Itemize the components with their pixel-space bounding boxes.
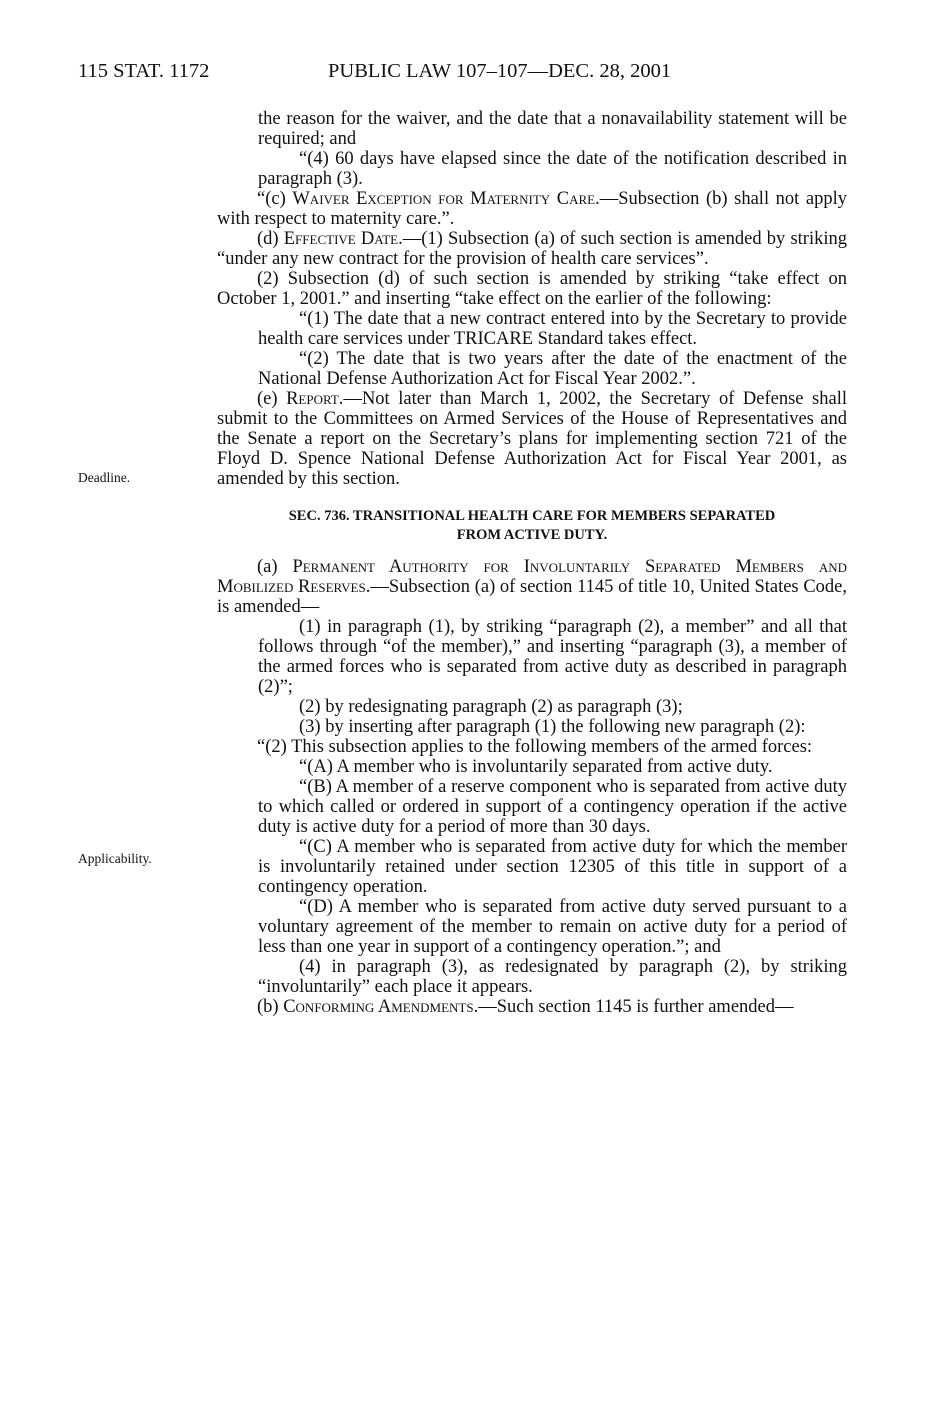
paragraph: “(2) This subsection applies to the following members of the armed forces: <box>257 737 813 757</box>
paragraph: (2) by redesignating paragraph (2) as paragraph (3); <box>299 697 683 717</box>
paragraph-lead: (a) <box>257 557 293 577</box>
paragraph-text: —Not later than March 1, 2002, the Secretary of Defense shall submit to the Committees on Armed Services of the House of Representatives and the Senate a report on the Secretary’s plans for implementing section 721 of the Floyd D. Spence National Defense Authorization Act for Fiscal Year 2001, as amended by this section. <box>217 389 847 489</box>
page-stat-citation: 115 STAT. 1172 <box>78 60 210 82</box>
paragraph-lead: (d) <box>257 229 284 249</box>
paragraph-heading: Permanent Authority for Involuntarily Separated Members and Mobilized Reserves. <box>217 557 847 597</box>
paragraph <box>217 229 847 269</box>
paragraph <box>217 189 847 229</box>
document-body <box>217 109 847 1017</box>
paragraph <box>217 389 847 489</box>
margin-note-applicability: Applicability. <box>78 851 152 866</box>
paragraph-lead: “(c) <box>257 189 293 209</box>
paragraph: “(B) A member of a reserve component who is separated from active duty to which called or ordered in support of a contingency operation if the active duty is active duty for a period of more than 30 days. <box>258 777 847 837</box>
paragraph: “(A) A member who is involuntarily separated from active duty. <box>299 757 773 777</box>
paragraph-text: —Subsection (b) shall not apply with respect to maternity care.”. <box>217 189 847 229</box>
paragraph: “(C) A member who is separated from active duty for which the member is involuntarily retained under section 12305 of this title in support of a contingency operation. <box>258 837 847 897</box>
paragraph <box>217 997 847 1017</box>
paragraph-lead: (e) <box>257 389 287 409</box>
paragraph-text: —Such section 1145 is further amended— <box>478 997 794 1017</box>
paragraph-text: —(1) Subsection (a) of such section is amended by striking “under any new contract for the provision of health care services”. <box>217 229 847 269</box>
running-header: PUBLIC LAW 107–107—DEC. 28, 2001 <box>328 60 672 82</box>
section-heading-line: FROM ACTIVE DUTY. <box>456 527 608 543</box>
section-heading-line: SEC. 736. TRANSITIONAL HEALTH CARE FOR MEMBERS SEPARATED <box>288 508 776 524</box>
margin-note-deadline: Deadline. <box>78 470 131 485</box>
paragraph: (4) in paragraph (3), as redesignated by paragraph (2), by striking “involuntarily” each place it appears. <box>258 957 847 997</box>
paragraph: “(1) The date that a new contract entered into by the Secretary to provide health care services under TRICARE Standard takes effect. <box>258 309 847 349</box>
paragraph-heading: Conforming Amendments. <box>283 997 479 1017</box>
paragraph: (3) by inserting after paragraph (1) the following new paragraph (2): <box>299 717 806 737</box>
paragraph <box>217 557 847 617</box>
paragraph: (2) Subsection (d) of such section is amended by striking “take effect on October 1, 2001.” and inserting “take effect on the earlier of the following: <box>217 269 847 309</box>
paragraph: “(D) A member who is separated from active duty served pursuant to a voluntary agreement of the member to remain on active duty for a period of less than one year in support of a contingency operation.”; and <box>258 897 847 957</box>
paragraph-text: —Subsection (a) of section 1145 of title 10, United States Code, is amended— <box>217 577 847 617</box>
paragraph-heading: Report. <box>286 389 344 409</box>
paragraph: “(2) The date that is two years after the date of the enactment of the National Defense Authorization Act for Fiscal Year 2002.”. <box>258 349 847 389</box>
paragraph: “(4) 60 days have elapsed since the date of the notification described in paragraph (3). <box>258 149 847 189</box>
paragraph-lead: (b) <box>257 997 284 1017</box>
paragraph: the reason for the waiver, and the date that a nonavailability statement will be required; and <box>258 109 847 149</box>
paragraph-heading: Effective Date. <box>283 229 403 249</box>
paragraph-heading: Waiver Exception for Maternity Care. <box>292 189 600 209</box>
paragraph: (1) in paragraph (1), by striking “paragraph (2), a member” and all that follows through “of the member),” and inserting “paragraph (3), a member of the armed forces who is separated from active duty as described in paragraph (2)”; <box>258 617 847 697</box>
section-heading <box>217 507 847 545</box>
